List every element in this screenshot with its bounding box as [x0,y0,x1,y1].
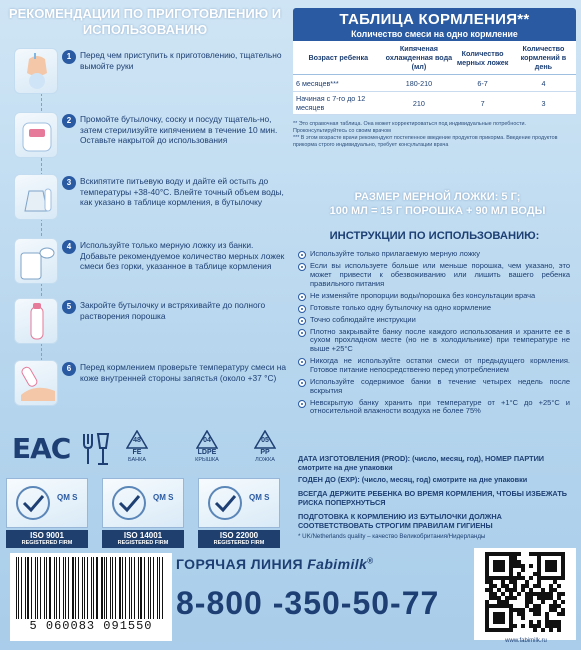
table-cell: 7 [454,92,511,115]
barcode-bar [82,557,83,619]
barcode-bar [148,557,149,619]
cert-iso-22000 [198,478,280,550]
feeding-table-subtitle: Количество смеси на одно кормление [351,29,518,39]
warning-hygiene: ПОДГОТОВКА К КОРМЛЕНИЮ ИЗ БУТЫЛОЧКИ ДОЛЖНА СООТВЕТСТВОВАТЬ СТРОГИМ ПРАВИЛАМ ГИГИЕНЫ [298,512,502,530]
cert-name: ISO 9001 [30,531,64,540]
instruction-text: Точно соблюдайте инструкции [310,314,416,324]
barcode-bar [78,557,79,619]
barcode-bar [49,557,51,619]
barcode-bar [150,557,151,619]
table-header-row [293,41,576,75]
instructions-heading: РЕКОМЕНДАЦИИ ПО ПРИГОТОВЛЕНИЮ И ИСПОЛЬЗОВАНИЮ [8,6,282,37]
recycle-label: ЛОЖКА [255,457,275,463]
barcode-bar [56,557,57,619]
barcode-bar [101,557,102,619]
instruction-text: Используйте только прилагаемую мерную ложку [310,249,481,258]
step-text: Перед чем приступить к приготовлению, тщательно вымойте руки [80,50,282,71]
step-1 [14,48,294,100]
food-contact-icon [80,432,110,471]
cert-sub: REGISTERED FIRM [213,540,265,546]
table-cell: Начиная с 7-го до 12 месяцев [293,92,384,115]
barcode-bar [21,557,22,619]
barcode-bar [110,557,111,619]
bullet-icon [298,263,306,271]
list-item [298,304,570,313]
brand-logo: Fabimilk [307,556,368,572]
step-number: 4 [62,240,76,254]
recycle-symbol-pp [244,430,286,472]
bullet-icon [298,293,306,301]
bullet-icon [298,329,306,337]
barcode-bars [16,557,166,619]
step-text: Используйте только мерную ложку из банки. Добавьте рекомендуемое количество мерных ложек смеси без горки, указанное в таблице кормления [80,240,285,271]
step-text: Закройте бутылочку и встряхивайте до полного растворения порошка [80,300,266,321]
barcode-bar [37,557,38,619]
recycle-material: PP [260,449,270,456]
qr-code[interactable] [474,548,576,640]
step-text: Вскипятите питьевую воду и дайте ей остыть до температуры +38-40°С. Влейте точный объем воды, как указано в таблице кормления, в бутылочку [80,176,284,207]
barcode-bar [59,557,60,619]
barcode-bar [18,557,19,619]
table-row [293,75,576,92]
qr-module [561,628,565,632]
sterilizer-icon [14,112,58,158]
barcode-bar [96,557,98,619]
table-cell: 3 [511,92,576,115]
qms-badge: QM S [153,493,174,502]
barcode-bar [112,557,113,619]
kettle-icon [14,174,58,220]
cert-name: ISO 22000 [219,531,259,540]
recycle-code: 48 [133,437,141,444]
certificate-badge [198,478,280,528]
step-number: 3 [62,176,76,190]
step-6 [14,360,294,412]
barcode-bar [46,557,47,619]
feeding-table-grid [293,41,576,115]
shake-bottle-icon [14,298,58,344]
usage-instructions-title: ИНСТРУКЦИИ ПО ИСПОЛЬЗОВАНИЮ: [329,230,540,242]
column-header: Возраст ребенка [293,41,384,75]
barcode-bar [119,557,121,619]
barcode-bar [157,557,158,619]
barcode-bar [122,557,123,619]
step-number: 6 [62,362,76,376]
table-cell: 6-7 [454,75,511,92]
instruction-text: Плотно закрывайте банку после каждого использования и храните ее в сухом прохладном месте (но не в холодильнике) при температуре не выше +25°С [310,326,570,354]
table-cell: 180-210 [384,75,455,92]
checkmark-icon [111,485,147,521]
warning-hold-baby: ВСЕГДА ДЕРЖИТЕ РЕБЕНКА ВО ВРЕМЯ КОРМЛЕНИЯ, ЧТОБЫ ИЗБЕЖАТЬ РИСКА ПОПЕРХНУТЬСЯ [298,489,568,507]
cert-sub: REGISTERED FIRM [117,540,169,546]
registered-mark: ® [367,556,374,566]
bullet-icon [298,251,306,259]
barcode-bar [25,557,26,619]
spoon-size-line: РАЗМЕР МЕРНОЙ ЛОЖКИ: 5 Г; [354,191,521,203]
step-3 [14,174,294,226]
barcode-bar [65,557,66,619]
table-footnote: ** Это справочная таблица. Она может корректироваться под индивидуальные потребности. Проконсультируйтесь со своим врачом [293,121,527,134]
barcode-bar [93,557,94,619]
table-row [293,92,576,115]
barcode-bar [144,557,145,619]
certificate-badge [6,478,88,528]
barcode-bar [75,557,76,619]
qms-badge: QM S [249,493,270,502]
eac-mark: EAC [12,432,71,465]
barcode-bar [87,557,88,619]
list-item [298,262,570,288]
instruction-text: Никогда не используйте остатки смеси от предыдущего кормления. Готовое питание непосредственно перед употреблением [310,356,570,374]
table-cell: 4 [511,75,576,92]
barcode [10,553,172,641]
barcode-bar [16,557,17,619]
usage-instructions-list [298,250,570,419]
barcode-bar [159,557,160,619]
barcode-bar [106,557,107,619]
barcode-bar [129,557,130,619]
website-link[interactable]: www.fabimilk.ru [505,638,547,644]
instruction-text: Готовьте только одну бутылочку на одно кормление [310,302,491,312]
list-item [298,316,570,325]
hand-washing-icon [14,48,58,94]
step-4 [14,238,294,290]
recycle-symbol-ldpe [186,430,228,472]
step-number: 5 [62,300,76,314]
recycle-label: БАНКА [127,457,146,463]
instruction-text: Если вы используете больше или меньше порошка, чем указано, это может привести к обезвоживанию или лишить вашего ребенка правильного питания [310,260,570,288]
qr-code-icon [485,552,565,632]
barcode-bar [40,557,41,619]
step-number: 1 [62,50,76,64]
recycle-code: 04 [203,437,211,444]
feeding-table-header [293,8,576,41]
hotline-label [176,556,374,572]
wrist-check-icon [14,360,58,406]
checkmark-icon [15,485,51,521]
hotline-text: ГОРЯЧАЯ ЛИНИЯ [176,556,303,572]
cert-sub: REGISTERED FIRM [21,540,73,546]
barcode-number: 5 060083 091550 [29,619,153,633]
recycle-material: LDPE [197,449,217,456]
recycle-symbol-fe [116,430,158,472]
certificate-badge [102,478,184,528]
barcode-bar [31,557,32,619]
column-header: Количество мерных ложек [454,41,511,75]
barcode-bar [140,557,142,619]
barcode-bar [68,557,69,619]
barcode-bar [54,557,55,619]
step-number: 2 [62,114,76,128]
step-2 [14,112,294,164]
barcode-bar [138,557,139,619]
barcode-bar [153,557,154,619]
bullet-icon [298,317,306,325]
step-5 [14,298,294,350]
table-cell: 6 месяцев*** [293,75,384,92]
barcode-bar [125,557,126,619]
spoon-size-info [300,190,575,218]
list-item [298,328,570,354]
bullet-icon [298,305,306,313]
instruction-text: Невскрытую банку хранить при температуре от +1°С до +25°С и относительной влажности воздуха не более 75% [310,397,570,416]
cert-name: ISO 14001 [123,531,163,540]
barcode-bar [91,557,92,619]
table-footnote: *** В этом возрасте врачи рекомендуют постепенное введение продуктов прикорма. Введение продуктов прикорма строго индивидуально, требует консультации врача [293,135,558,148]
step-text: Перед кормлением проверьте температуру смеси на коже внутренней стороны запястья (около +37 °С) [80,362,287,383]
bullet-icon [298,400,306,408]
barcode-bar [115,557,116,619]
table-cell: 210 [384,92,455,115]
list-item [298,250,570,259]
expiry-date-info: ГОДЕН ДО (EXP): (число, месяц, год) смотрите на дне упаковки [298,475,528,484]
barcode-bar [63,557,64,619]
barcode-bar [134,557,135,619]
cert-iso-9001 [6,478,88,550]
bullet-icon [298,379,306,387]
barcode-bar [104,557,105,619]
barcode-bar [44,557,45,619]
recycle-label: КРЫШКА [195,457,219,463]
barcode-bar [84,557,85,619]
checkmark-icon [207,485,243,521]
recycle-material: FE [132,449,142,456]
barcode-bar [162,557,163,619]
barcode-bar [27,557,29,619]
quality-note: * UK/Netherlands quality – качество Великобритания/Нидерланды [298,533,486,540]
production-date-info: ДАТА ИЗГОТОВЛЕНИЯ (PROD): (число, месяц, год), НОМЕР ПАРТИИ смотрите на дне упаковки [298,454,545,472]
instruction-text: Используйте содержимое банки в течение четырех недель после вскрытия [310,376,570,395]
recycle-code: 05 [261,437,269,444]
step-text: Промойте бутылочку, соску и посуду тщатель-но, затем стерилизуйте кипячением в течение 10 мин. Оставьте накрытой до использования [80,114,278,145]
list-item [298,378,570,396]
column-header: Количество кормлений в день [511,41,576,75]
list-item [298,292,570,301]
cert-iso-14001 [102,478,184,550]
feeding-table [293,8,576,149]
spoon-ratio-line: 100 МЛ = 15 Г ПОРОШКА + 90 МЛ ВОДЫ [329,205,546,217]
bullet-icon [298,358,306,366]
instruction-text: Не изменяйте пропорции воды/порошка без консультации врача [310,290,536,300]
barcode-bar [72,557,74,619]
feeding-table-title: ТАБЛИЦА КОРМЛЕНИЯ** [339,11,530,28]
qms-badge: QM S [57,493,78,502]
barcode-bar [131,557,132,619]
hotline-phone[interactable]: 8-800 -350-50-77 [176,585,440,621]
spoon-icon [14,238,58,284]
column-header: Кипяченая охлажденная вода (мл) [384,41,455,75]
list-item [298,399,570,417]
list-item [298,357,570,375]
barcode-bar [35,557,36,619]
